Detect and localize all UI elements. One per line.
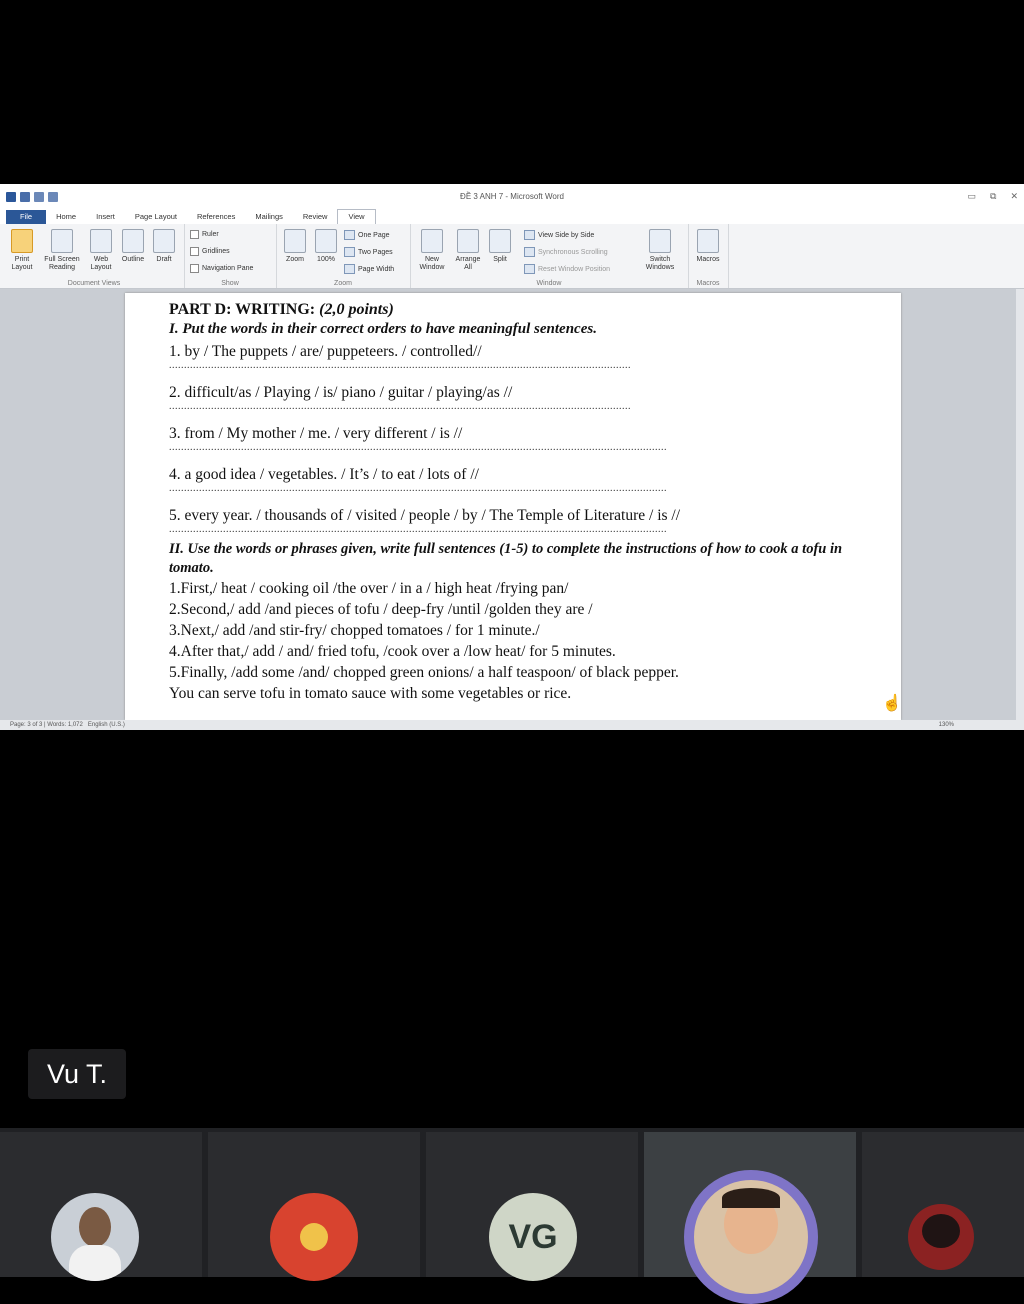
- reset-window-position-label: Reset Window Position: [538, 265, 610, 273]
- participant-tile[interactable]: [426, 1132, 638, 1277]
- split-button[interactable]: [486, 229, 514, 264]
- zoom-group-label: Zoom: [334, 280, 352, 287]
- title-bar: [0, 184, 1024, 208]
- answer-line-4[interactable]: ......................................................................................................................................................................: [169, 485, 667, 494]
- question-1: 1. by / The puppets / are/ puppeteers. / controlled//: [169, 343, 482, 360]
- question-5: 5. every year. / thousands of / visited / people / by / The Temple of Literature / is //: [169, 507, 681, 524]
- vertical-scrollbar[interactable]: [1016, 289, 1024, 720]
- two-pages-label: Two Pages: [358, 248, 393, 256]
- view-side-by-side-button[interactable]: [524, 230, 594, 240]
- close-icon[interactable]: ✕: [1010, 191, 1018, 201]
- arrange-all-label: Arrange All: [455, 256, 481, 271]
- word-window: [0, 184, 1024, 730]
- ruler-checkbox[interactable]: [190, 230, 219, 239]
- draft-button[interactable]: [150, 229, 178, 264]
- outline-label: Outline: [121, 256, 145, 263]
- document-area: [0, 289, 1024, 720]
- web-layout-label: Web Layout: [90, 256, 112, 271]
- word-count[interactable]: Words: 1,072: [47, 722, 83, 728]
- switch-windows-button[interactable]: [638, 229, 682, 272]
- zoom-100-label: 100%: [317, 256, 335, 263]
- show-label: Show: [221, 280, 239, 287]
- participant-tile[interactable]: [0, 1132, 202, 1277]
- ribbon: [0, 224, 1024, 289]
- switch-windows-label: Switch Windows: [645, 256, 675, 271]
- zoom-level[interactable]: 130%: [938, 722, 954, 728]
- two-pages-button[interactable]: [344, 247, 393, 257]
- window-controls: [968, 191, 1019, 202]
- gridlines-label: Gridlines: [202, 248, 230, 255]
- ribbon-tabs: [0, 208, 1024, 224]
- navigation-pane-checkbox[interactable]: [190, 264, 253, 273]
- points-text: (2,0 points): [319, 301, 394, 318]
- show-group: [184, 224, 277, 288]
- tab-page-layout[interactable]: Page Layout: [134, 212, 177, 221]
- tab-view[interactable]: View: [337, 209, 375, 224]
- question-3: 3. from / My mother / me. / very different / is //: [169, 425, 463, 442]
- participant-tile[interactable]: [208, 1132, 420, 1277]
- minimize-icon[interactable]: ▭: [967, 191, 977, 201]
- draft-label: Draft: [156, 256, 172, 263]
- document-views-label: Document Views: [67, 280, 121, 287]
- question-4: 4. a good idea / vegetables. / It’s / to eat / lots of //: [169, 466, 479, 483]
- section-1-instruction: I. Put the words in their correct orders to have meaningful sentences.: [169, 321, 597, 337]
- step-2: 2.Second,/ add /and pieces of tofu / deep-fry /until /golden they are /: [169, 601, 593, 618]
- one-page-label: One Page: [358, 231, 390, 239]
- step-5: 5.Finally, /add some /and/ chopped green onions/ a half teaspoon/ of black pepper.: [169, 664, 679, 681]
- avatar-initials: VG: [508, 1218, 558, 1256]
- avatar: [489, 1193, 577, 1281]
- answer-line-2[interactable]: ..........................................................................................................................................................: [169, 403, 631, 412]
- part-heading: [169, 301, 879, 321]
- tab-insert[interactable]: Insert: [96, 212, 115, 221]
- zoom-button[interactable]: [280, 229, 310, 264]
- zoom-label: Zoom: [286, 256, 304, 263]
- status-bar: Page: 3 of 3 | Words: 1,072 English (U.S.) 130%: [0, 720, 1024, 730]
- reset-window-position-button[interactable]: [524, 264, 610, 274]
- speaker-name-badge: Vu T.: [28, 1049, 126, 1099]
- macros-button-label: Macros: [696, 256, 720, 263]
- arrange-all-button[interactable]: [452, 229, 484, 272]
- step-4: 4.After that,/ add / and/ fried tofu, /cook over a /low heat/ for 5 minutes.: [169, 643, 616, 660]
- document-page[interactable]: [125, 293, 901, 720]
- answer-line-5[interactable]: ......................................................................................................................................................................: [169, 526, 667, 535]
- avatar: [908, 1204, 974, 1270]
- page-width-label: Page Width: [358, 265, 395, 273]
- page-width-button[interactable]: [344, 264, 394, 274]
- avatar: [51, 1193, 139, 1281]
- question-2: 2. difficult/as / Playing / is/ piano / guitar / playing/as //: [169, 384, 513, 401]
- participant-tile[interactable]: [862, 1132, 1024, 1277]
- zoom-group: [276, 224, 411, 288]
- new-window-button[interactable]: [414, 229, 450, 272]
- window-group: [410, 224, 689, 288]
- language[interactable]: English (U.S.): [87, 722, 125, 728]
- outline-button[interactable]: [118, 229, 148, 264]
- new-window-label: New Window: [419, 256, 445, 271]
- window-group-label: Window: [536, 280, 562, 287]
- macros-button[interactable]: [692, 229, 724, 264]
- view-side-by-side-label: View Side by Side: [538, 231, 595, 239]
- window-title: ĐỀ 3 ANH 7 - Microsoft Word: [460, 192, 564, 201]
- closing-line: You can serve tofu in tomato sauce with some vegetables or rice.: [169, 685, 572, 702]
- print-layout-label: Print Layout: [11, 256, 33, 271]
- macros-group-label: Macros: [696, 280, 720, 287]
- section-2-instruction: II. Use the words or phrases given, write full sentences (1-5) to complete the instructions of how to cook a tofu in tomato.: [169, 541, 843, 576]
- tab-file[interactable]: File: [6, 210, 46, 224]
- web-layout-button[interactable]: [86, 229, 116, 272]
- avatar: [684, 1170, 818, 1304]
- part-heading-text: PART D: WRITING:: [169, 301, 316, 318]
- restore-icon[interactable]: ⧉: [990, 191, 997, 201]
- print-layout-button[interactable]: [8, 229, 36, 272]
- tab-mailings[interactable]: Mailings: [255, 212, 283, 221]
- avatar: [270, 1193, 358, 1281]
- page-count[interactable]: Page: 3 of 3: [10, 722, 43, 728]
- navigation-pane-label: Navigation Pane: [202, 265, 254, 272]
- full-screen-reading-label: Full Screen Reading: [44, 256, 80, 271]
- tab-home[interactable]: Home: [56, 212, 77, 221]
- synchronous-scrolling-label: Synchronous Scrolling: [538, 248, 608, 256]
- answer-line-1[interactable]: ..........................................................................................................................................................: [169, 362, 631, 371]
- full-screen-reading-button[interactable]: [40, 229, 84, 272]
- synchronous-scrolling-button[interactable]: [524, 247, 608, 257]
- document-views-group: [4, 224, 185, 288]
- ruler-label: Ruler: [202, 231, 219, 238]
- document-content: [169, 297, 879, 704]
- zoom-100-button[interactable]: [312, 229, 340, 264]
- gridlines-checkbox[interactable]: [190, 247, 230, 256]
- tab-references[interactable]: References: [197, 212, 236, 221]
- participant-tile-active[interactable]: [644, 1132, 856, 1277]
- step-1: 1.First,/ heat / cooking oil /the over / in a / high heat /frying pan/: [169, 580, 569, 597]
- split-label: Split: [493, 256, 507, 263]
- one-page-button[interactable]: [344, 230, 390, 240]
- answer-line-3[interactable]: ......................................................................................................................................................................: [169, 444, 667, 453]
- macros-group: [688, 224, 729, 288]
- step-3: 3.Next,/ add /and stir-fry/ chopped tomatoes / for 1 minute./: [169, 622, 540, 639]
- tab-review[interactable]: Review: [302, 212, 328, 221]
- hand-cursor-icon: ☝: [882, 695, 902, 712]
